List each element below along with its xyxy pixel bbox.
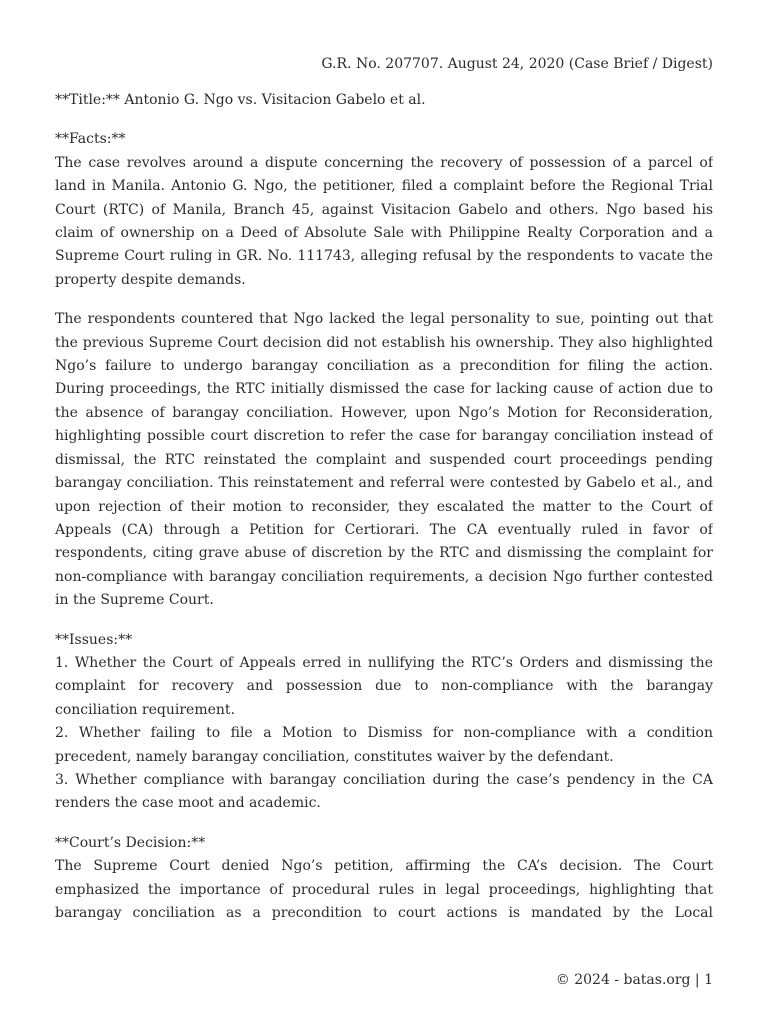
issue-item-2: 2. Whether failing to file a Motion to Dismiss for non-compliance with a condition precedent, namely barangay conciliation, constitutes waiver by the defendant. <box>55 725 713 765</box>
issues-heading: **Issues:** <box>55 631 133 648</box>
facts-section <box>55 128 713 292</box>
document-body <box>55 89 713 924</box>
issue-item-3: 3. Whether compliance with barangay conciliation during the case’s pendency in the CA renders the case moot and academic. <box>55 771 713 812</box>
case-citation-header: G.R. No. 207707. August 24, 2020 (Case Brief / Digest) <box>321 56 713 72</box>
issues-section <box>55 629 713 816</box>
facts-heading: **Facts:** <box>55 131 126 148</box>
decision-text: The Supreme Court denied Ngo’s petition, affirming the CA’s decision. The Court emphasized the importance of procedural rules in legal proceedings, highlighting that barangay conciliation as a precondition to court actions is mandated by the Local <box>55 858 713 921</box>
decision-section <box>55 832 713 924</box>
facts-paragraph-2: The respondents countered that Ngo lacked the legal personality to sue, pointing out that the previous Supreme Court decision did not establish his ownership. They also highlighted Ngo’s failure to undergo barangay conciliation as a precondition for filing the action. During proceedings, the RTC initially dismissed the case for lacking cause of action due to the absence of barangay conciliation. However, upon Ngo’s Motion for Reconsideration, highlighting possible court discretion to refer the case for barangay conciliation instead of dismissal, the RTC reinstated the complaint and suspended court proceedings pending barangay conciliation. This reinstatement and referral were contested by Gabelo et al., and upon rejection of their motion to reconsider, they escalated the matter to the Court of Appeals (CA) through a Petition for Certiorari. The CA eventually ruled in favor of respondents, citing grave abuse of discretion by the RTC and dismissing the complaint for non-compliance with barangay conciliation requirements, a decision Ngo further contested in the Supreme Court. <box>55 311 713 609</box>
document-page <box>55 0 713 1024</box>
facts-paragraph-1: The case revolves around a dispute concerning the recovery of possession of a parcel of land in Manila. Antonio G. Ngo, the petitioner, filed a complaint before the Regional Trial Court (RTC) of Manila, Branch 45, against Visitacion Gabelo and others. Ngo based his claim of ownership on a Deed of Absolute Sale with Philippine Realty Corporation and a Supreme Court ruling in GR. No. 111743, alleging refusal by the respondents to vacate the property despite demands. <box>55 154 713 288</box>
page-footer: © 2024 - batas.org | 1 <box>555 972 713 988</box>
document-body-clip <box>55 89 713 924</box>
case-title-line: **Title:** Antonio G. Ngo vs. Visitacion Gabelo et al. <box>55 92 426 108</box>
decision-heading: **Court’s Decision:** <box>55 834 206 851</box>
issue-item-1: 1. Whether the Court of Appeals erred in nullifying the RTC’s Orders and dismissing the complaint for recovery and possession due to non-compliance with the barangay conciliation requirement. <box>55 654 713 718</box>
